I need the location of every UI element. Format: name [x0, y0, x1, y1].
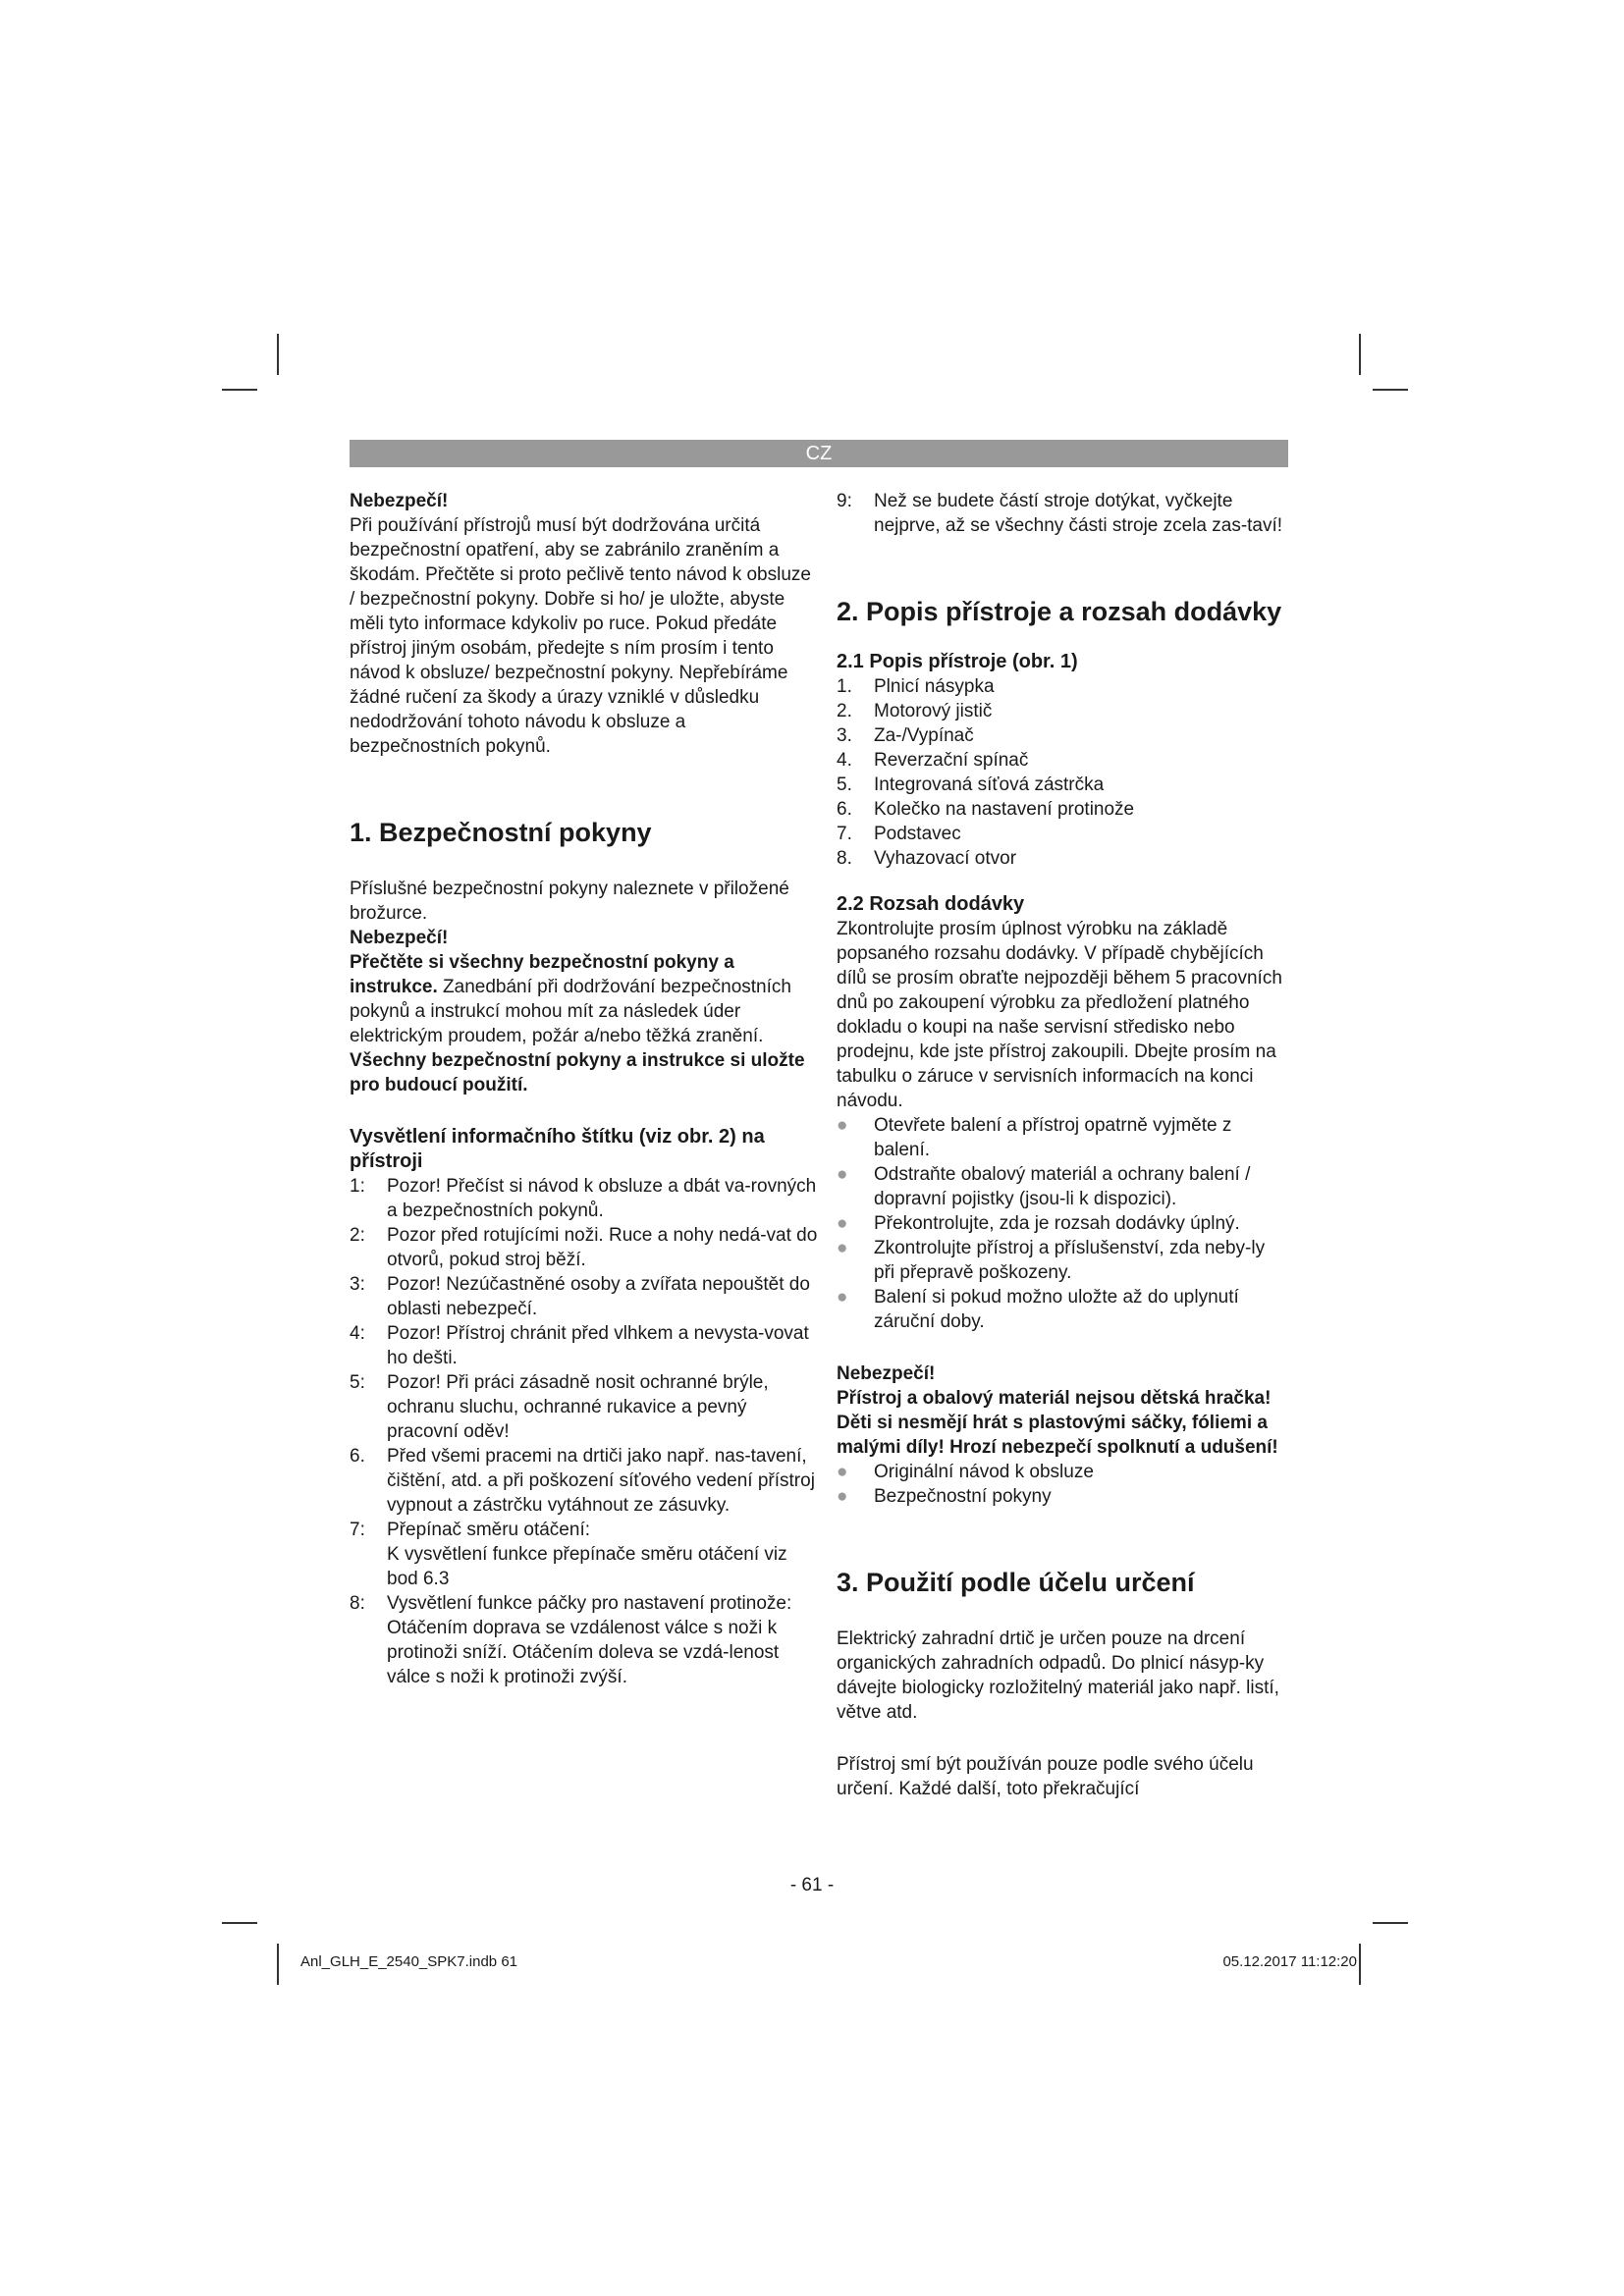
list-item [350, 1444, 821, 1518]
label-explanation-title: Vysvětlení informačního štítku (viz obr. 2) na přístroji [350, 1126, 765, 1172]
item-text: Integrovaná síťová zástrčka [874, 774, 1105, 795]
list-item [837, 748, 1288, 773]
language-bar: CZ [350, 440, 1288, 467]
parts-list [837, 674, 1288, 871]
item-text: Pozor! Přístroj chránit před vlhkem a nevysta-vovat ho dešti. [387, 1323, 809, 1368]
list-item [837, 489, 1288, 538]
item-number: 2: [350, 1225, 365, 1246]
right-column [837, 489, 1288, 1801]
section-3-paragraph-1: Elektrický zahradní drtič je určen pouze na drcení organických zahradních odpadů. Do plnicí násyp-ky dávejte biologicky rozložitelný materiál jako např. listí, větve atd. [837, 1629, 1279, 1723]
docs-bullets [837, 1460, 1288, 1509]
item-text: Reverzační spínač [874, 750, 1029, 771]
item-text: Za-/Vypínač [874, 725, 974, 746]
item-text: Před všemi pracemi na drtiči jako např. nas-tavení, čištění, atd. a při poškození síťového vedení přístroj vypnout a zástrčku vytáhnout ze zásuvky. [387, 1446, 815, 1516]
item-text: Podstavec [874, 824, 961, 844]
list-item [350, 1370, 821, 1444]
item-number: 8: [350, 1593, 365, 1614]
item-text: Odstraňte obalový materiál a ochrany balení / dopravní pojistky (jsou-li k dispozici). [874, 1164, 1251, 1209]
crop-mark [1359, 1944, 1361, 1985]
item-text: Bezpečnostní pokyny [874, 1486, 1052, 1507]
list-item [350, 1591, 821, 1689]
bullet-icon: ● [837, 1115, 848, 1136]
item-text: Než se budete částí stroje dotýkat, vyčkejte nejprve, až se všechny části stroje zcela zas-taví! [874, 491, 1283, 536]
danger-2-bold-1: Přečtěte si všechny bezpečnostní pokyny a instrukce. [350, 952, 734, 997]
page-number: - 61 - [789, 1875, 835, 1896]
section-1-title: 1. Bezpečnostní pokyny [350, 818, 652, 847]
danger-title: Nebezpečí! [350, 491, 449, 511]
crop-mark [222, 389, 257, 391]
crop-mark [1373, 389, 1408, 391]
item-number: 5. [837, 774, 852, 795]
item-number: 4. [837, 750, 852, 771]
list-item [837, 822, 1288, 846]
item-number: 3: [350, 1274, 365, 1295]
list-item [837, 1211, 1288, 1236]
item-text: Pozor! Při práci zásadně nosit ochranné brýle, ochranu sluchu, ochranné rukavice a pevný pracovní oděv! [387, 1372, 769, 1442]
item-number: 1: [350, 1176, 365, 1197]
item-text: Vysvětlení funkce páčky pro nastavení protinože: [387, 1593, 792, 1614]
list-item [837, 1113, 1288, 1162]
item-number: 4: [350, 1323, 365, 1344]
bullet-icon: ● [837, 1213, 848, 1234]
item-number: 1. [837, 676, 852, 697]
list-item [837, 773, 1288, 797]
crop-mark [277, 1944, 279, 1985]
list-item [837, 1484, 1288, 1509]
danger-text: Při používání přístrojů musí být dodržována určitá bezpečnostní opatření, aby se zabránilo zraněním a škodám. Přečtěte si proto pečlivě tento návod k obsluze / bezpečnostní pokyny. Dobře si ho/ je uložte, abyste měli tyto informace kdykoliv po ruce. Pokud předáte přístroj jiným osobám, předejte s ním prosím i tento návod k obsluze/ bezpečnostní pokyny. Nepřebíráme žádné ručení za škody a úrazy vzniklé v důsledku nedodržování tohoto návodu k obsluze a bezpečnostních pokynů. [350, 515, 811, 757]
item-text: Pozor! Nezúčastněné osoby a zvířata nepouštět do oblasti nebezpečí. [387, 1274, 810, 1319]
item-number: 8. [837, 848, 852, 869]
list-item [350, 1321, 821, 1370]
list-item [837, 1460, 1288, 1484]
item-text: Otevřete balení a přístroj opatrně vyjměte z balení. [874, 1115, 1232, 1160]
item-number: 2. [837, 701, 852, 721]
item-text: Pozor před rotujícími noži. Ruce a nohy nedá-vat do otvorů, pokud stroj běží. [387, 1225, 818, 1270]
item-extra: Otáčením doprava se vzdálenost válce s noži k protinoži sníží. Otáčením doleva se vzdá-lenost válce s noži k protinoži zvýší. [387, 1618, 780, 1687]
danger-2-text: Zanedbání při dodržování bezpečnostních pokynů a instrukcí mohou mít za následek úder elektrickým proudem, požár a/nebo těžká zranění. [350, 977, 791, 1046]
left-column [350, 489, 821, 1689]
item-text: Kolečko na nastavení protinože [874, 799, 1135, 820]
item-number: 9: [837, 491, 852, 511]
delivery-text: Zkontrolujte prosím úplnost výrobku na základě popsaného rozsahu dodávky. V případě chybějících dílů se prosím obraťte nejpozději během 5 pracovních dnů po zakoupení výrobku za předložení platného dokladu o koupi na naše servisní středisko nebo prodejnu, kde jste přístroj zakoupili. Dbejte prosím na tabulku o záruce v servisních informacích na konci návodu. [837, 919, 1282, 1111]
danger-3-title: Nebezpečí! [837, 1363, 936, 1384]
section-2-title: 2. Popis přístroje a rozsah dodávky [837, 597, 1282, 626]
list-item [837, 699, 1288, 723]
item-number: 6. [837, 799, 852, 820]
item-text: Vyhazovací otvor [874, 848, 1017, 869]
bullet-icon: ● [837, 1486, 848, 1507]
list-item [837, 846, 1288, 871]
section-3-title: 3. Použití podle účelu určení [837, 1568, 1195, 1597]
list-item [837, 797, 1288, 822]
bullet-icon: ● [837, 1462, 848, 1482]
item-text: Plnicí násypka [874, 676, 995, 697]
item-text: Zkontrolujte přístroj a příslušenství, zda neby-ly při přepravě poškozeny. [874, 1238, 1266, 1283]
footer-datetime: 05.12.2017 11:12:20 [1222, 1953, 1357, 1970]
item-number: 7. [837, 824, 852, 844]
list-item [350, 1272, 821, 1321]
item-text: Přepínač směru otáčení: [387, 1520, 590, 1540]
bullet-icon: ● [837, 1238, 848, 1258]
item-number: 7: [350, 1520, 365, 1540]
list-item [837, 723, 1288, 748]
item-text: Pozor! Přečíst si návod k obsluze a dbát va-rovných a bezpečnostních pokynů. [387, 1176, 817, 1221]
list-item [837, 1162, 1288, 1211]
list-item [837, 1236, 1288, 1285]
label-list [350, 1174, 821, 1689]
item-number: 3. [837, 725, 852, 746]
item-text: Překontrolujte, zda je rozsah dodávky úplný. [874, 1213, 1240, 1234]
section-3-paragraph-2: Přístroj smí být používán pouze podle svého účelu určení. Každé další, toto překračující [837, 1754, 1254, 1799]
list-item [350, 1518, 821, 1591]
danger-2-body [350, 950, 821, 1097]
crop-mark [222, 1922, 257, 1924]
crop-mark [277, 334, 279, 375]
item-text: Motorový jistič [874, 701, 993, 721]
subsection-2-2-title: 2.2 Rozsah dodávky [837, 893, 1025, 915]
delivery-bullets [837, 1113, 1288, 1334]
section-1-intro: Příslušné bezpečnostní pokyny naleznete v přiložené brožurce. [350, 879, 789, 924]
bullet-icon: ● [837, 1287, 848, 1308]
list-item [837, 674, 1288, 699]
item-text: Balení si pokud možno uložte až do uplynutí záruční doby. [874, 1287, 1239, 1332]
label-list-continued [837, 489, 1288, 538]
item-number: 5: [350, 1372, 365, 1393]
danger-2-bold-2: Všechny bezpečnostní pokyny a instrukce si uložte pro budoucí použití. [350, 1050, 805, 1095]
list-item [837, 1285, 1288, 1334]
item-extra: K vysvětlení funkce přepínače směru otáčení viz bod 6.3 [387, 1544, 787, 1589]
item-number: 6. [350, 1446, 365, 1467]
list-item [350, 1174, 821, 1223]
crop-mark [1373, 1922, 1408, 1924]
footer-file: Anl_GLH_E_2540_SPK7.indb 61 [300, 1953, 518, 1970]
bullet-icon: ● [837, 1164, 848, 1185]
subsection-2-1-title: 2.1 Popis přístroje (obr. 1) [837, 651, 1078, 672]
danger-3-text: Přístroj a obalový materiál nejsou dětská hračka! Děti si nesmějí hrát s plastovými sáčky, fóliemi a malými díly! Hrozí nebezpečí spolknutí a udušení! [837, 1388, 1278, 1458]
danger-2-title: Nebezpečí! [350, 928, 449, 948]
crop-mark [1359, 334, 1361, 375]
list-item [350, 1223, 821, 1272]
item-text: Originální návod k obsluze [874, 1462, 1094, 1482]
